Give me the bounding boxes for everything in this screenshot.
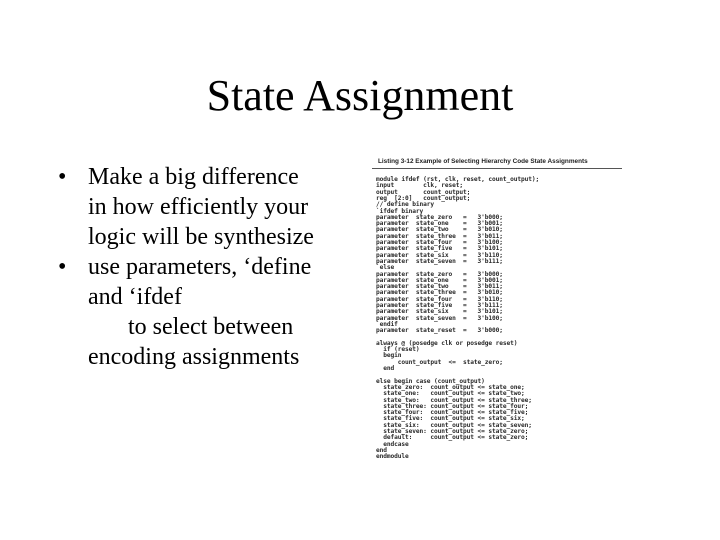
code-listing-figure: [372, 156, 630, 472]
bullet-list: [58, 162, 358, 372]
code-line: always @ (posedge clk or posedge reset): [376, 339, 518, 347]
code-line: parameter state_two = 3'b011;: [376, 283, 503, 291]
code-line: parameter state_three = 3'b011;: [376, 232, 503, 240]
code-line: count_output <= state_zero;: [376, 358, 503, 366]
code-line: parameter state_one = 3'b001;: [376, 220, 503, 228]
code-line: reg [2:0] count_output;: [376, 194, 471, 202]
bullet-line: logic will be synthesize: [88, 224, 314, 250]
code-line: output count_output;: [376, 188, 471, 196]
bullet-item: [58, 162, 358, 252]
bullet-line: Make a big difference: [88, 164, 299, 190]
code-line: state_two: count_output <= state_three;: [376, 396, 532, 404]
bullet-line: use parameters, ‘define: [88, 254, 312, 280]
code-line: parameter state_four = 3'b100;: [376, 239, 503, 246]
bullet-line: to select between: [128, 314, 294, 340]
code-line: if (reset): [376, 346, 420, 354]
code-line: parameter state_six = 3'b110;: [376, 251, 503, 259]
code-line: `ifdef binary: [376, 207, 424, 215]
code-line: state_five: count_output <= state_six;: [376, 415, 525, 423]
code-line: parameter state_two = 3'b010;: [376, 226, 503, 234]
bullet-line: encoding assignments: [88, 344, 300, 370]
slide-title: State Assignment: [206, 71, 514, 120]
code-line: endmodule: [376, 453, 409, 461]
code-line: parameter state_one = 3'b001;: [376, 276, 503, 284]
code-line: state_four: count_output <= state_five;: [376, 409, 529, 417]
code-line: parameter state_three = 3'b010;: [376, 289, 503, 297]
code-line: end: [376, 365, 395, 372]
bullet-line: in how efficiently your: [88, 194, 309, 220]
bullet-item: [58, 252, 358, 372]
code-line: begin: [376, 352, 402, 360]
code-line: end: [376, 446, 387, 454]
code-line: state_one: count_output <= state_two;: [376, 390, 525, 398]
code-line: state_three: count_output <= state_four;: [376, 402, 529, 410]
code-line: input clk, reset;: [376, 182, 464, 190]
code-line: parameter state_four = 3'b110;: [376, 295, 503, 303]
code-line: parameter state_five = 3'b111;: [376, 302, 503, 309]
listing-caption: Listing 3-12 Example of Selecting Hierarchy Code State Assignments: [378, 158, 588, 165]
code-line: state_six: count_output <= state_seven;: [376, 421, 532, 429]
code-line: `endif: [376, 320, 398, 328]
code-line: parameter state_seven = 3'b100;: [376, 314, 503, 322]
code-line: default: count_output <= state_zero;: [376, 434, 529, 442]
code-line: parameter state_five = 3'b101;: [376, 245, 503, 253]
listing-divider: [372, 168, 622, 169]
bullet-marker: •: [58, 164, 67, 190]
code-line: `else: [376, 264, 395, 272]
bullet-marker: •: [58, 254, 67, 280]
code-line: parameter state_zero = 3'b000;: [376, 270, 503, 278]
code-line: //`define binary: [376, 201, 435, 209]
code-line: endcase: [376, 440, 409, 448]
code-line: state_seven: count_output <= state_zero;: [376, 428, 529, 435]
code-line: parameter state_zero = 3'b000;: [376, 213, 503, 221]
code-line: else begin case (count_output): [376, 377, 485, 385]
code-line: parameter state_six = 3'b101;: [376, 308, 503, 316]
code-line: module ifdef (rst, clk, reset, count_output);: [376, 176, 540, 183]
code-line: parameter state_seven = 3'b111;: [376, 257, 503, 265]
code-line: state_zero: count_output <= state_one;: [376, 383, 525, 391]
bullet-line: and ‘ifdef: [88, 284, 182, 310]
code-line: parameter state_reset = 3'b000;: [376, 327, 503, 335]
